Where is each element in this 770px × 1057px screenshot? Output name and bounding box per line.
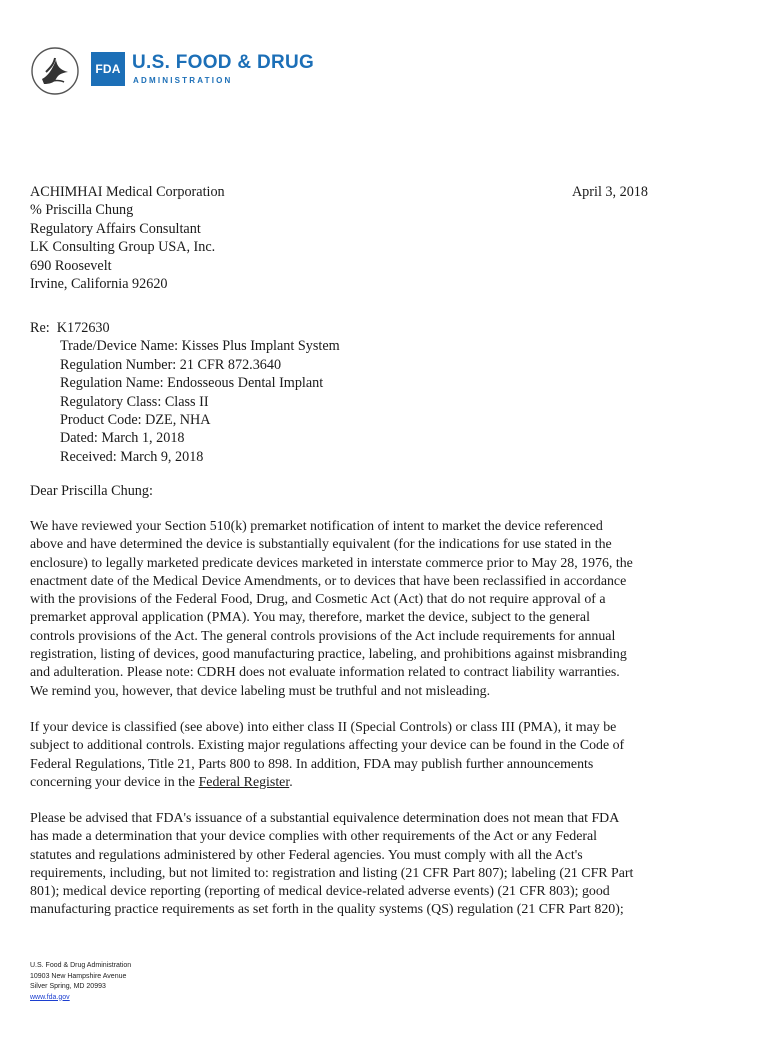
re-details [30,337,340,466]
footer-street: 10903 New Hampshire Avenue [30,972,127,980]
federal-register-link[interactable]: Federal Register [198,774,290,790]
fda-logo-box: FDA [91,52,125,86]
paragraph-additional-controls [30,719,728,792]
paragraph-line: Federal Regulations, Title 21, Parts 800 to 898. In addition, FDA may publish further announcements [30,756,594,772]
salutation: Dear Priscilla Chung: [30,483,153,499]
re-block [30,319,340,466]
recipient-city: Irvine, California 92620 [30,276,168,293]
footer-address [30,961,131,1003]
paragraph-line: 801); medical device reporting (reporting of medical device-related adverse events) (21 CFR 803); good [30,884,610,900]
paragraph-line: Please be advised that FDA's issuance of a substantial equivalence determination does not mean that FDA [30,811,620,826]
re-detail-line: Regulation Number: 21 CFR 872.3640 [60,356,282,373]
re-detail-line: Received: March 9, 2018 [60,448,204,465]
letter-date: April 3, 2018 [571,184,648,200]
paragraph-line: controls provisions of the Act. The general controls provisions of the Act include requirements for annual [30,628,616,644]
re-detail-line: Product Code: DZE, NHA [60,412,211,429]
agency-subtitle: ADMINISTRATION [133,76,233,85]
paragraph-other-requirements [30,810,728,920]
re-line [30,319,340,337]
recipient-firm: LK Consulting Group USA, Inc. [30,239,216,256]
recipient-company: ACHIMHAI Medical Corporation [30,184,225,200]
recipient-title: Regulatory Affairs Consultant [30,220,201,237]
agency-name: U.S. FOOD & DRUG [132,52,315,73]
footer-agency: U.S. Food & Drug Administration [30,962,132,969]
paragraph-line: requirements, including, but not limited to: registration and listing (21 CFR Part 807); labeling (21 CFR Part [30,865,634,881]
paragraph-text: . [289,774,293,790]
paragraph-line: statutes and regulations administered by other Federal agencies. You must comply with all the Act's [30,847,583,863]
paragraph-line: with the provisions of the Federal Food, Drug, and Cosmetic Act (Act) that do not require approval of a [30,592,606,608]
paragraph-line: enclosure) to legally marketed predicate devices marketed in interstate commerce prior to May 28, 1976, the [30,555,633,571]
paragraph-line: has made a determination that your device complies with other requirements of the Act or any Federal [30,829,598,845]
k-number: K172630 [56,320,110,336]
paragraph-line: premarket approval application (PMA). You may, therefore, market the device, subject to the general [30,610,590,626]
paragraph-text: concerning your device in the [30,774,199,790]
paragraph-line: manufacturing practice requirements as set forth in the quality systems (QS) regulation (21 CFR Part 820); [30,902,624,918]
footer-city: Silver Spring, MD 20993 [30,983,106,990]
re-label: Re: [30,320,50,336]
paragraph-substantial-equivalence [30,518,728,701]
recipient-street: 690 Roosevelt [30,257,112,274]
paragraph-line: registration, listing of devices, good manufacturing practice, labeling, and prohibitions against misbranding [30,647,627,663]
paragraph-line: If your device is classified (see above) into either class II (Special Controls) or class III (PMA), it may be [30,720,617,735]
paragraph-line: We remind you, however, that device labeling must be truthful and not misleading. [30,683,491,699]
re-detail-line: Regulation Name: Endosseous Dental Implant [60,375,324,392]
re-detail-line: Trade/Device Name: Kisses Plus Implant System [60,338,340,355]
hhs-eagle-seal-icon [30,46,80,96]
paragraph-line: enactment date of the Medical Device Amendments, or to devices that have been reclassified in accordance [30,573,627,589]
paragraph-line [30,774,728,792]
paragraph-line: and adulteration. Please note: CDRH does not evaluate information related to contract liability warranties. [30,665,620,681]
paragraph-line: subject to additional controls. Existing major regulations affecting your device can be found in the Code of [30,738,625,754]
recipient-address [30,183,225,293]
re-detail-line: Dated: March 1, 2018 [60,430,185,447]
re-detail-line: Regulatory Class: Class II [60,393,209,410]
fda-website-link[interactable]: www.fda.gov [30,993,70,1001]
recipient-attention: % Priscilla Chung [30,202,134,219]
paragraph-line: We have reviewed your Section 510(k) premarket notification of intent to market the device referenced [30,519,603,534]
paragraph-line: above and have determined the device is substantially equivalent (for the indications for use stated in the [30,537,612,553]
